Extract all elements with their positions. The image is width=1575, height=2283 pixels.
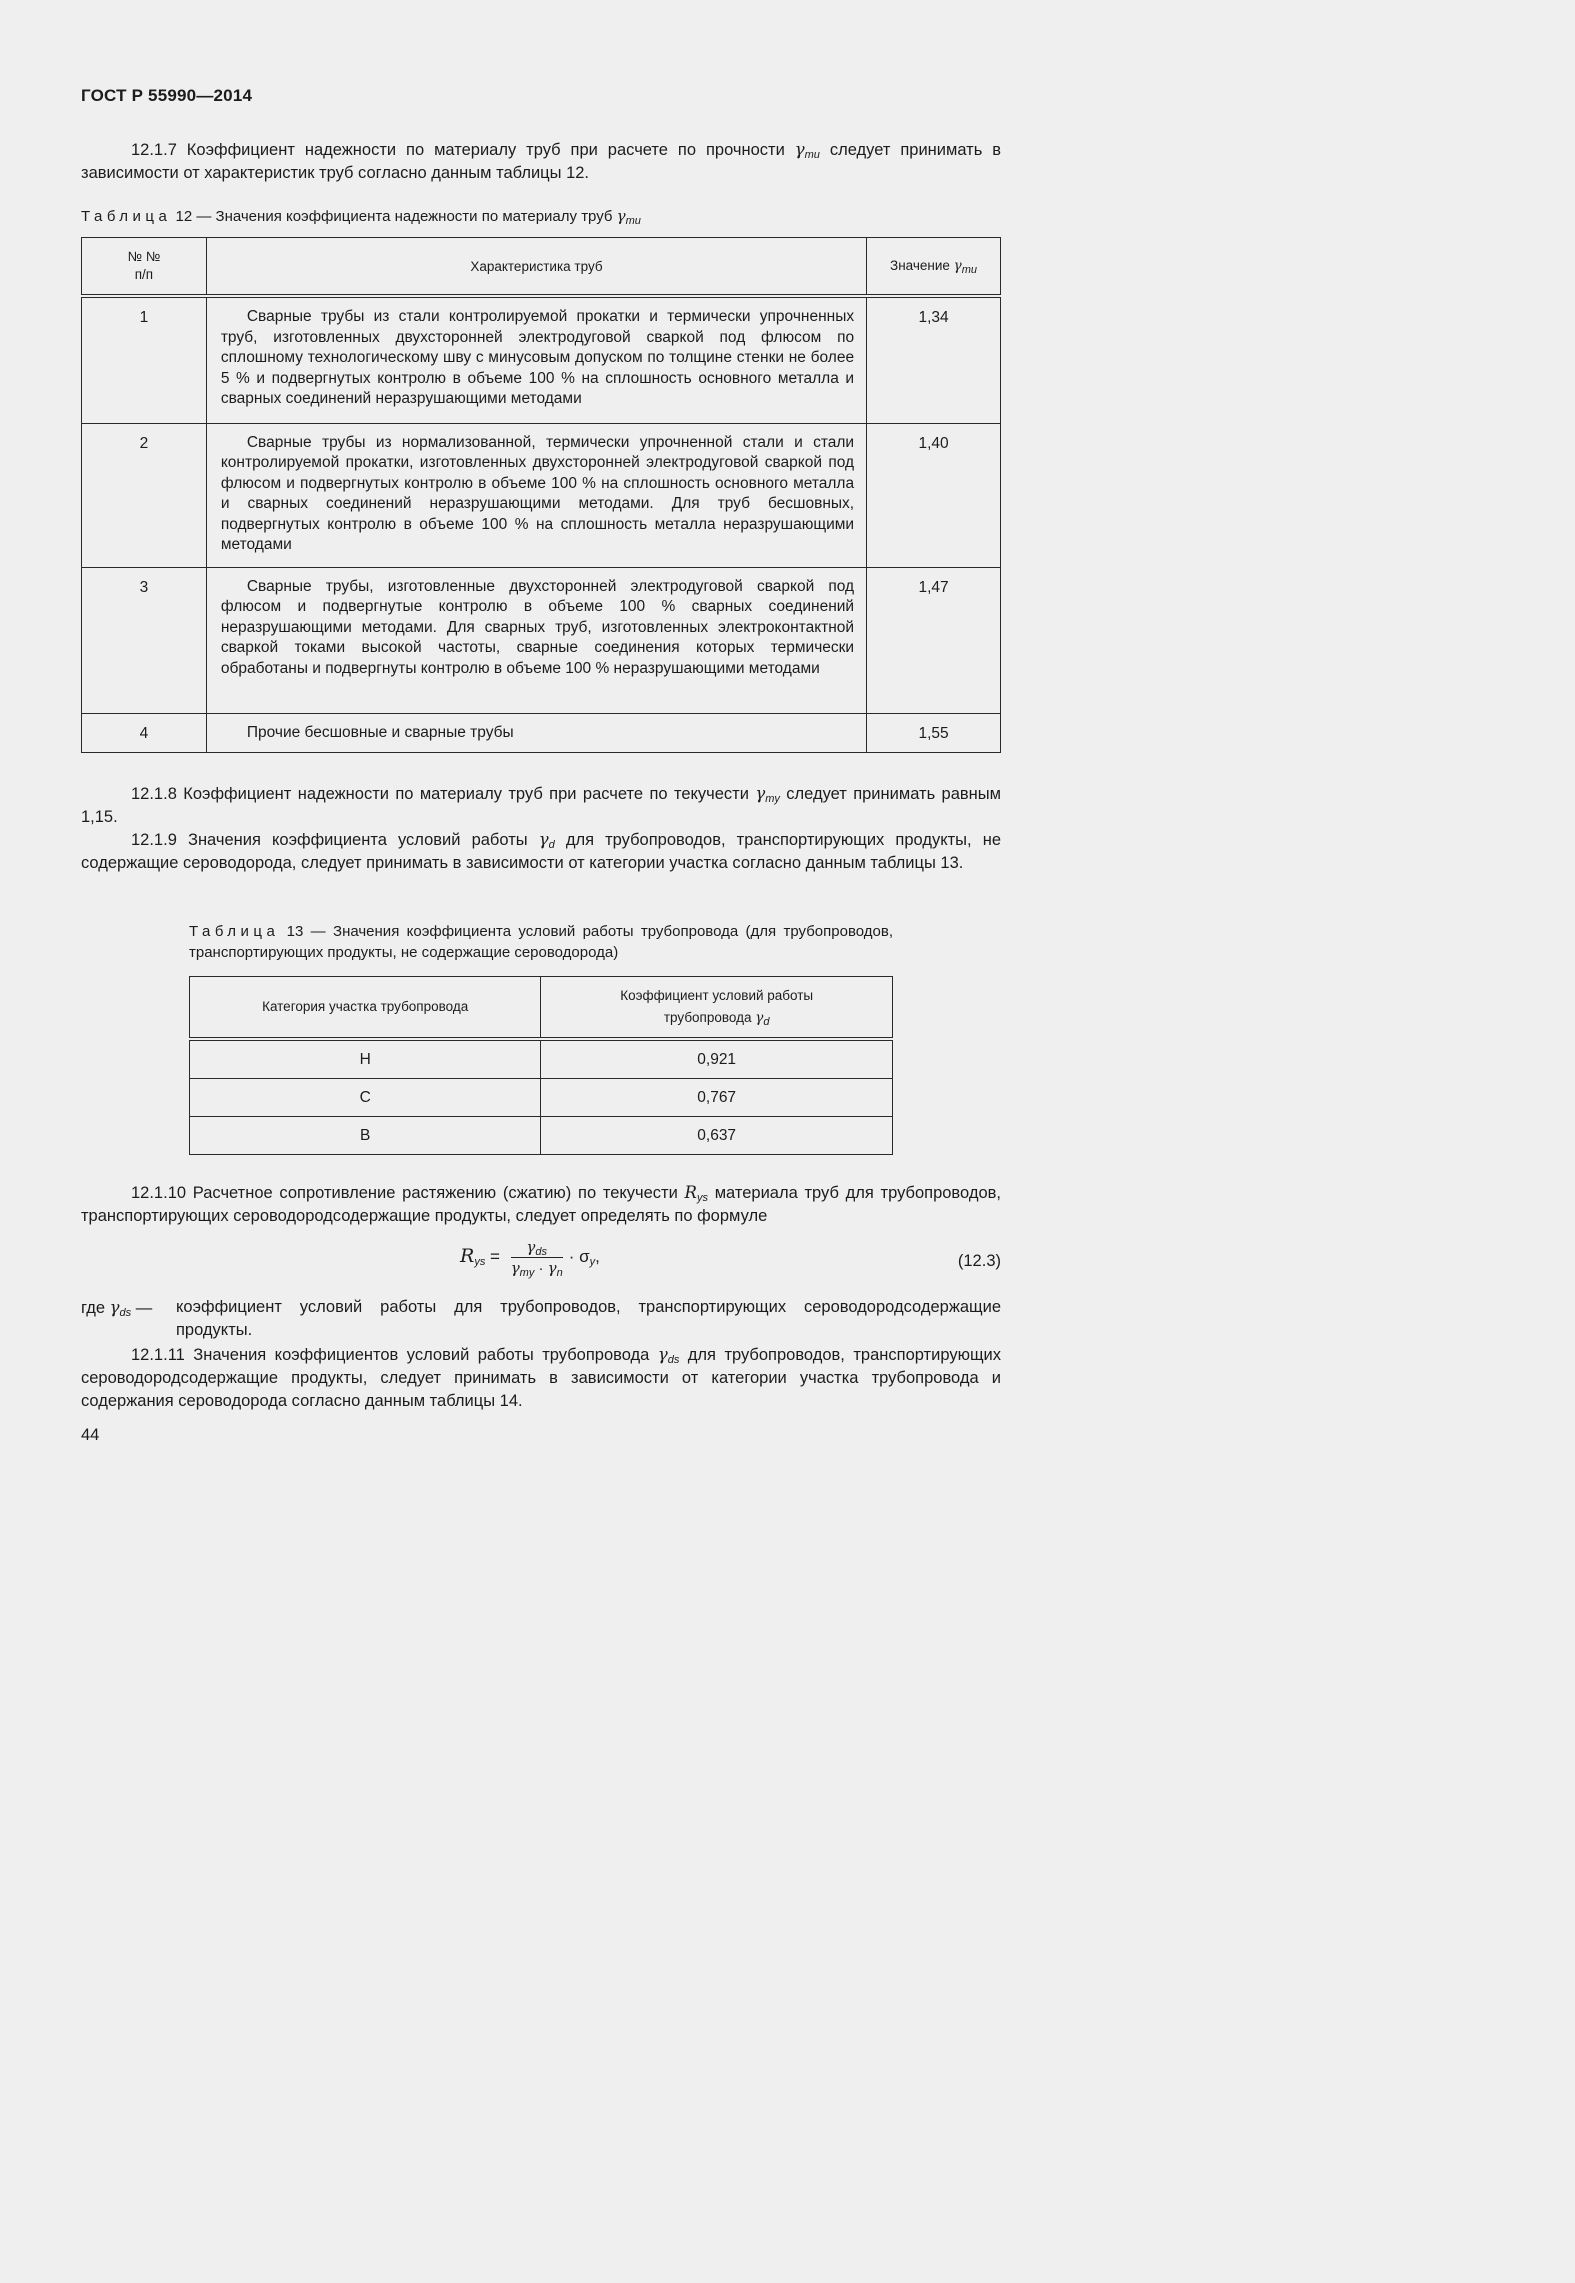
table-12-caption: [81, 206, 641, 227]
text: 12.1.8 Коэффициент надежности по материалу труб при расчете по текучести: [131, 785, 756, 803]
gamma-symbol: γ: [953, 258, 962, 274]
table-row: [82, 713, 1001, 753]
paragraph-12-1-9: [81, 828, 1001, 875]
row-description: [206, 713, 866, 753]
gamma-symbol: γ: [616, 207, 626, 225]
text: для трубопроводов, транспортирующих сероводородсодержащие продукты, следует принимать в зависимости от категории участка трубопровода и содержания сероводорода согласно данным таблицы 14.: [81, 1346, 1001, 1410]
row-description-text: Сварные трубы из нормализованной, термически упрочненной стали и стали контролируемой прокатки, изготовленных двухсторонней электродуговой сваркой под флюсом и подвергнутых контролю в объеме 100 % на сплошность основного металла и сварных соединений неразрушающими методами. Для труб бесшовных, подвергнутых контролю в объеме 100 % на сплошность металла неразрушающими методами: [220, 433, 855, 554]
row-coefficient: 0,921: [541, 1039, 893, 1079]
row-value: 1,55: [867, 713, 1001, 753]
r-symbol: R: [684, 1183, 697, 1202]
table-row: [82, 423, 1001, 567]
row-description: [206, 567, 866, 713]
equals-sign: =: [485, 1246, 505, 1266]
row-value: 1,34: [867, 296, 1001, 423]
row-description-text: Сварные трубы, изготовленные двухсторонней электродуговой сваркой под флюсом и подвергнутые контролю в объеме 100 % сварных соединений неразрушающими методами. Для сварных труб, изготовленных электроконтактной сваркой токами высокой частоты, сварные соединения которых термически обработаны и подвергнуты контролю в объеме 100 % неразрушающими методами: [220, 577, 855, 677]
subscript: ds: [667, 1354, 680, 1366]
gamma-symbol: γ: [526, 1238, 536, 1256]
header-value-text: Значение: [890, 258, 954, 273]
formula-legend: [81, 1296, 1001, 1342]
dot-operator: ·: [534, 1260, 548, 1277]
header-category: Категория участка трубопровода: [190, 977, 541, 1040]
table-header-row: [82, 238, 1001, 297]
text: 12.1.11 Значения коэффициентов условий работы трубопровода: [131, 1346, 658, 1364]
subscript: d: [548, 839, 555, 851]
fraction-denominator: [511, 1258, 563, 1277]
text: 12.1.7 Коэффициент надежности по материалу труб при расчете по прочности: [131, 141, 795, 159]
gamma-symbol: γ: [109, 1298, 120, 1317]
legend-label: где: [81, 1299, 110, 1317]
table-row: [190, 1117, 893, 1155]
table-13-caption: [189, 921, 893, 963]
gamma-symbol: γ: [657, 1345, 668, 1364]
row-coefficient: 0,767: [541, 1079, 893, 1117]
subscript: y: [589, 1255, 596, 1268]
subscript: n: [556, 1267, 563, 1279]
row-description-text: Прочие бесшовные и сварные трубы: [246, 723, 514, 741]
row-number: 2: [82, 423, 207, 567]
subscript: ds: [119, 1307, 132, 1319]
gamma-symbol: γ: [794, 140, 805, 159]
row-description: [206, 423, 866, 567]
gamma-symbol: γ: [755, 1010, 764, 1026]
row-category: Н: [190, 1039, 541, 1079]
text: 12.1.10 Расчетное сопротивление растяжению (сжатию) по текучести: [131, 1184, 685, 1202]
paragraph-12-1-8: [81, 782, 1001, 829]
formula-lhs: R: [460, 1244, 475, 1267]
header-coefficient: [541, 977, 893, 1040]
caption-label: Таблица: [189, 923, 280, 940]
caption-text: 13 — Значения коэффициента условий работы трубопровода (для трубопроводов, транспортирующих продукты, не содержащие сероводорода): [189, 923, 893, 961]
text: следует принимать равным 1,15.: [81, 785, 1001, 826]
row-description-text: Сварные трубы из стали контролируемой прокатки и термически упрочненных труб, изготовленных двухсторонней электродуговой сваркой под флюсом по сплошному технологическому шву с минусовым допуском по толщине стенки не более 5 % и подвергнутых контролю в объеме 100 % на сплошность основного металла и сварных соединений неразрушающими методами: [220, 308, 855, 408]
caption-text: 12 — Значения коэффициента надежности по материалу труб: [171, 208, 617, 225]
header-num: № № п/п: [82, 238, 207, 297]
document-header: ГОСТ Р 55990—2014: [81, 86, 253, 105]
header-description: Характеристика труб: [206, 238, 866, 297]
legend-text: коэффициент условий работы для трубопроводов, транспортирующих сероводородсодержащие продукты.: [176, 1298, 1001, 1339]
row-description: [206, 296, 866, 423]
paragraph-12-1-11: [81, 1343, 1001, 1413]
row-category: С: [190, 1079, 541, 1117]
header-value: [867, 238, 1001, 297]
text: материала труб для трубопроводов, транспортирующих сероводородсодержащие продукты, следует определять по формуле: [81, 1184, 1001, 1225]
table-row: [82, 567, 1001, 713]
gamma-symbol: γ: [538, 830, 549, 849]
legend-symbol: [81, 1296, 152, 1320]
page-number: 44: [81, 1426, 100, 1444]
table-12: [81, 237, 1001, 753]
fraction: [511, 1238, 563, 1277]
paragraph-12-1-10: [81, 1181, 1001, 1228]
table-row: [190, 1039, 893, 1079]
sigma-term: · σ: [568, 1246, 590, 1266]
subscript: my: [765, 793, 780, 805]
text: следует принимать в зависимости от характеристик труб согласно данным таблицы 12.: [81, 141, 1001, 182]
row-category: В: [190, 1117, 541, 1155]
text: 12.1.9 Значения коэффициента условий работы: [131, 831, 539, 849]
gamma-symbol: γ: [755, 784, 766, 803]
formula-12-3: [460, 1238, 600, 1277]
table-row: [82, 296, 1001, 423]
table-row: [190, 1079, 893, 1117]
row-number: 4: [82, 713, 207, 753]
subscript: mu: [625, 215, 641, 227]
row-coefficient: 0,637: [541, 1117, 893, 1155]
header-coefficient-text: Коэффициент условий работы трубопровода: [620, 988, 814, 1025]
subscript: mu: [804, 149, 820, 161]
subscript: ds: [535, 1246, 548, 1258]
legend-dash: —: [131, 1299, 153, 1317]
text: для трубопроводов, транспортирующих продукты, не содержащие сероводорода, следует принимать в зависимости от категории участка согласно данным таблицы 13.: [81, 831, 1002, 872]
row-number: 3: [82, 567, 207, 713]
formula-tail: ,: [595, 1246, 600, 1266]
subscript: my: [519, 1267, 535, 1279]
row-value: 1,40: [867, 423, 1001, 567]
gamma-symbol: γ: [510, 1259, 520, 1277]
subscript: ys: [474, 1255, 486, 1268]
fraction-numerator: [511, 1238, 563, 1258]
gamma-symbol: γ: [547, 1259, 557, 1277]
paragraph-12-1-7: [81, 138, 1001, 185]
table-13: [189, 976, 893, 1155]
equation-number: (12.3): [957, 1252, 1001, 1270]
caption-label: Таблица: [81, 208, 172, 225]
table-header-row: [190, 977, 893, 1040]
subscript: mu: [961, 264, 978, 276]
subscript: ys: [696, 1192, 708, 1204]
row-value: 1,47: [867, 567, 1001, 713]
row-number: 1: [82, 296, 207, 423]
subscript: d: [763, 1016, 770, 1028]
